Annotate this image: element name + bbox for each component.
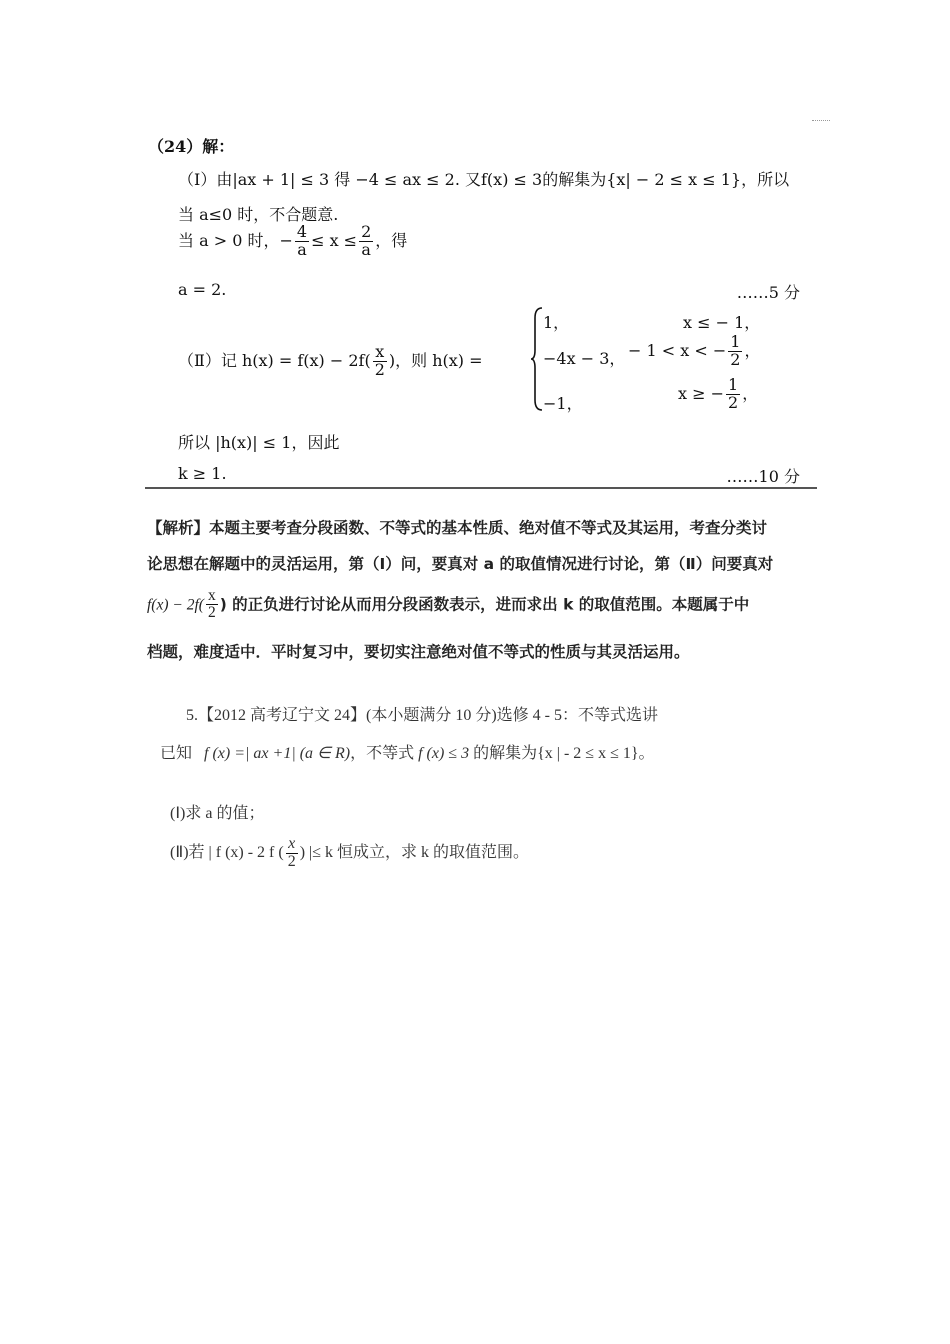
- frac-num: x: [288, 835, 296, 852]
- frac-den: 2: [287, 852, 296, 870]
- part1-result: a = 2.: [178, 280, 227, 299]
- analysis-tag: 【解析】: [147, 519, 210, 537]
- piece3-condition: [678, 377, 758, 412]
- given-end: 。: [638, 745, 655, 762]
- piece1-value: 1，: [543, 313, 570, 332]
- part1-line2: 当 a≤0 时，不合题意.: [178, 205, 339, 224]
- problem-title: 5.【2012 高考辽宁文 24】(本小题满分 10 分)选修 4 - 5：不等式选讲: [186, 707, 658, 724]
- frac-num: 1: [730, 332, 741, 351]
- piece2-condition: [628, 334, 760, 369]
- part2-mid: )，则 h(x) =: [388, 350, 483, 370]
- frac-2-over-a: [359, 224, 373, 259]
- part1-line1: （Ⅰ）由|ax + 1| ≤ 3 得 −4 ≤ ax ≤ 2. 又f(x) ≤ 3的解集为{x| − 2 ≤ x ≤ 1}，所以: [178, 170, 790, 189]
- frac-x-over-2: [206, 588, 218, 622]
- problem-given: [160, 740, 655, 763]
- frac-1-over-2: [726, 377, 740, 412]
- analysis-line3: [147, 588, 749, 622]
- frac-num: x: [375, 342, 385, 361]
- frac-num: x: [207, 587, 216, 604]
- part2-result: k ≥ 1.: [178, 464, 227, 483]
- analysis-line3-suffix: ) 的正负进行讨论从而用分段函数表示，进而求出 k 的取值范围。本题属于中: [219, 595, 750, 614]
- analysis-line3-prefix: f(x) − 2f(: [147, 596, 204, 614]
- piece3-value: −1，: [543, 394, 583, 413]
- piece2-cond-prefix: − 1 < x < −: [628, 340, 727, 360]
- frac-num: 1: [728, 375, 739, 394]
- given-prefix: 已知: [160, 745, 193, 762]
- given-mid: ，不等式: [350, 745, 415, 762]
- given-inequality: f (x) ≤ 3: [418, 745, 470, 762]
- analysis-line1: [147, 516, 767, 538]
- frac-den: a: [295, 241, 309, 259]
- frac-num: 2: [361, 222, 372, 241]
- score-5: ……5 分: [736, 283, 800, 302]
- frac-x-over-2: [373, 344, 387, 379]
- score-10: ……10 分: [726, 467, 800, 486]
- part2-prefix: （Ⅱ）记 h(x) = f(x) − 2f(: [178, 350, 371, 370]
- part2-line2: 所以 |h(x)| ≤ 1，因此: [178, 433, 340, 452]
- piece2-value: −4x − 3，: [543, 349, 626, 368]
- analysis-text1: 本题主要考查分段函数、不等式的基本性质、绝对值不等式及其运用，考查分类讨: [209, 519, 768, 537]
- question-2: [170, 836, 529, 871]
- part1-line3: [178, 224, 407, 259]
- frac-1-over-2: [728, 334, 742, 369]
- frac-4-over-a: [295, 224, 309, 259]
- frac-den: 2: [207, 604, 216, 622]
- given-function: f (x) =| ax +1| (a ∈ R): [204, 745, 351, 762]
- piece2-comma: ，: [744, 340, 761, 360]
- q2-prefix: (Ⅱ)若 | f (x) - 2 f (: [170, 843, 284, 861]
- part1-line3-mid: ≤ x ≤: [311, 230, 358, 250]
- analysis-line4: 档题，难度适中．平时复习中，要切实注意绝对值不等式的性质与其灵活运用。: [147, 643, 690, 661]
- frac-den: 2: [728, 392, 739, 412]
- part1-line3-suffix: ，得: [375, 230, 408, 250]
- frac-num: 4: [296, 222, 308, 241]
- question-1: (Ⅰ)求 a 的值；: [170, 805, 265, 822]
- given-set: {x | - 2 ≤ x ≤ 1}: [537, 745, 639, 762]
- corner-dots: [812, 120, 830, 123]
- q2-suffix: ) |≤ k 恒成立，求 k 的取值范围。: [299, 843, 530, 861]
- part1-line3-prefix: 当 a > 0 时，−: [178, 230, 293, 250]
- piece3-comma: ，: [742, 383, 759, 403]
- part2-definition: [178, 344, 483, 379]
- divider: [145, 487, 817, 489]
- piece3-cond-prefix: x ≥ −: [678, 383, 725, 403]
- frac-den: 2: [730, 349, 741, 369]
- frac-x-over-2: [286, 836, 298, 871]
- frac-den: a: [359, 241, 373, 259]
- analysis-line2: 论思想在解题中的灵活运用，第（Ⅰ）问，要真对 a 的取值情况进行讨论，第（Ⅱ）问要真对: [147, 555, 774, 573]
- frac-den: 2: [374, 359, 385, 379]
- piecewise-brace: [530, 306, 544, 412]
- piece1-condition: x ≤ − 1，: [683, 313, 761, 332]
- solution-header: （24）解：: [148, 137, 235, 156]
- given-set-label: 的解集为: [473, 745, 538, 762]
